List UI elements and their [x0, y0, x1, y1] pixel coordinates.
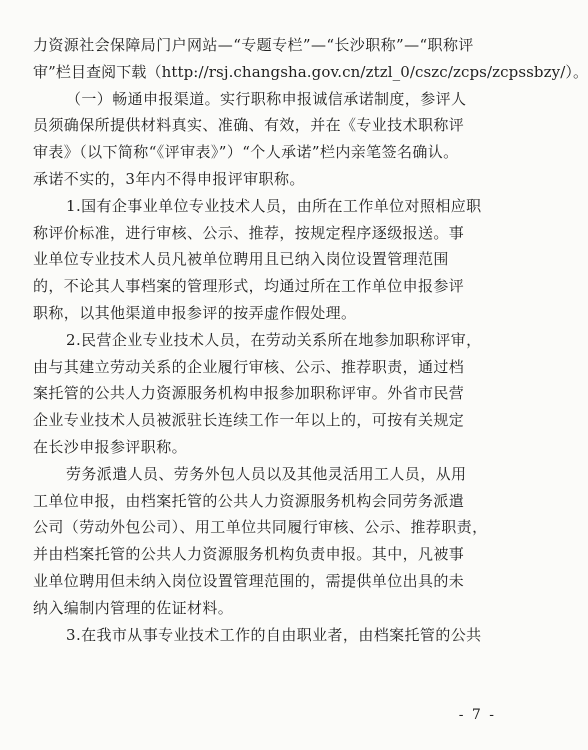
text-line: 业单位专业技术人员凡被单位聘用且已纳入岗位设置管理范围: [33, 250, 449, 269]
text-line: 3.在我市从事专业技术工作的自由职业者，由档案托管的公共: [66, 625, 482, 644]
text-line: 力资源社会保障局门户网站—“专题专栏”—“长沙职称”—“职称评: [33, 36, 474, 54]
text-line: 劳务派遣人员、劳务外包人员以及其他灵活用工人员，从用: [66, 464, 467, 483]
text-line: 审表》（以下简称“《评审表》”）“个人承诺”栏内亲笔签名确认。: [33, 143, 459, 162]
text-line: 纳入编制内管理的佐证材料。: [33, 598, 234, 617]
text-line: 由与其建立劳动关系的企业履行审核、公示、推荐职责，通过档: [33, 357, 465, 376]
text-line: 的，不论其人事档案的管理形式，均通过所在工作单位申报参评: [33, 277, 465, 296]
text-line: 承诺不实的，3年内不得申报评审职称。: [33, 169, 305, 188]
text-line: 1.国有企事业单位专业技术人员，由所在工作单位对照相应职: [66, 196, 482, 215]
body-text: [33, 32, 588, 648]
text-line: 2.民营企业专业技术人员，在劳动关系所在地参加职称评审，: [66, 330, 482, 349]
text-line: 称评价标准，进行审核、公示、推荐，按规定程序逐级报送。事: [33, 223, 465, 242]
page-number: - 7 -: [458, 707, 496, 723]
text-line: 业单位聘用但未纳入岗位设置管理范围的，需提供单位出具的未: [33, 571, 465, 590]
text-line: 企业专业技术人员被派驻长连续工作一年以上的，可按有关规定: [33, 411, 465, 430]
text-line: 职称，以其他渠道申报参评的按弄虚作假处理。: [33, 303, 357, 322]
text-line: （一）畅通申报渠道。实行职称申报诚信承诺制度，参评人: [66, 89, 467, 108]
text-line: 并由档案托管的公共人力资源服务机构负责申报。其中，凡被事: [33, 545, 465, 564]
text-line: 案托管的公共人力资源服务机构申报参加职称评审。外省市民营: [33, 384, 465, 403]
text-line: 公司（劳动外包公司）、用工单位共同履行审核、公示、推荐职责，: [33, 518, 488, 537]
text-line: 审”栏目查阅下载（http://rsj.changsha.gov.cn/ztzl_0/cszc/zcps/zcpssbzy/）。: [33, 62, 588, 81]
text-line: 工单位申报，由档案托管的公共人力资源服务机构会同劳务派遣: [33, 491, 465, 510]
text-line: 在长沙申报参评职称。: [33, 437, 188, 456]
text-line: 员须确保所提供材料真实、准确、有效，并在《专业技术职称评: [33, 116, 465, 135]
